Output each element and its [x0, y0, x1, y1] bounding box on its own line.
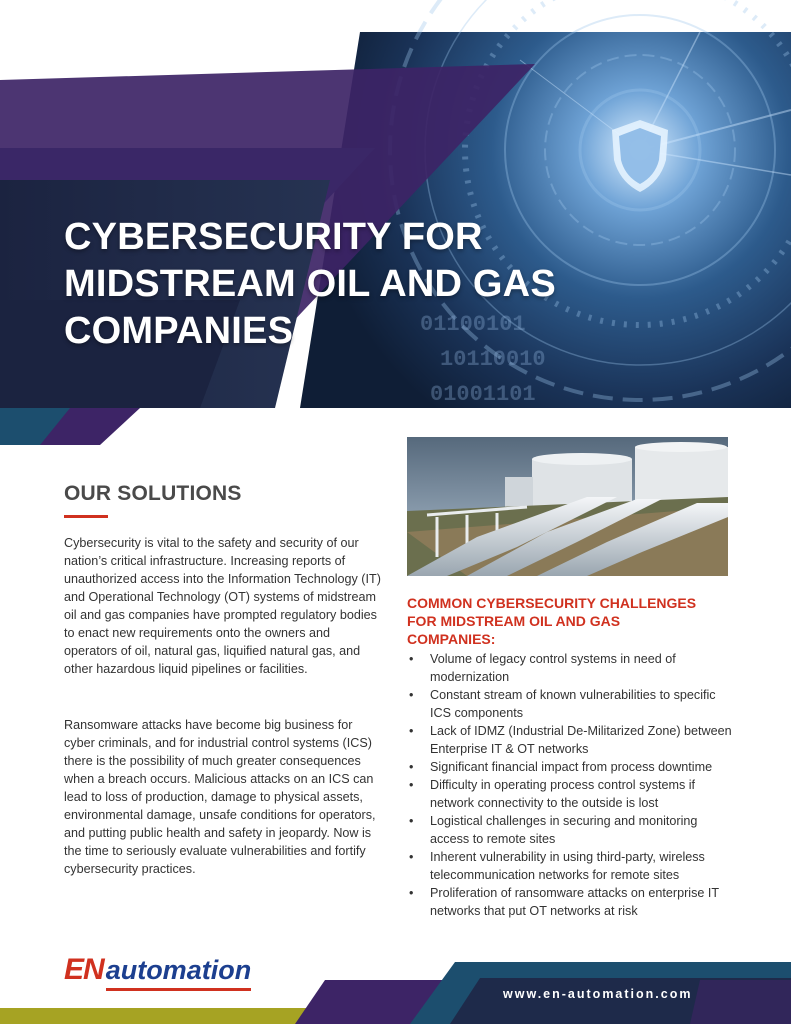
list-item: • Constant stream of known vulnerabilities to specific ICS components [407, 686, 737, 722]
challenges-heading-line-3: COMPANIES: [407, 631, 496, 647]
list-item: • Difficulty in operating process control systems if network connectivity to the outside is lost [407, 776, 737, 812]
website-link[interactable]: www.en-automation.com [503, 987, 693, 1001]
svg-text:10110010: 10110010 [440, 347, 546, 372]
heading-divider [64, 515, 108, 518]
solutions-paragraph-2: Ransomware attacks have become big business for cyber criminals, and for industrial control systems (ICS) there is the possibility of much greater consequences when a breach occurs. Malicious attacks on an ICS can lead to loss of production, damage to physical assets, environmental damage, unsafe conditions for operators, and putting public health and safety in jeopardy. Now is the time to seriously evaluate vulnerabilities and fortify cybersecurity practices. [64, 718, 376, 876]
challenges-heading-line-1: COMMON CYBERSECURITY CHALLENGES [407, 595, 697, 611]
title-line-1: CYBERSECURITY FOR [64, 216, 483, 258]
logo-automation: automation [106, 952, 252, 991]
solutions-paragraph-1: Cybersecurity is vital to the safety and security of our nation’s critical infrastructure. Increasing reports of unauthorized access into the Information Technology (IT) and Operational Technology (OT) systems of midstream oil and gas companies have prompted regulatory bodies to enact new requirements onto the owners and operators of oil, natural gas, liquified natural gas, and other hazardous liquid pipelines or facilities. [64, 536, 381, 676]
challenges-heading [407, 594, 737, 648]
page-title [64, 214, 664, 355]
list-item: • Lack of IDMZ (Industrial De-Militarized Zone) between Enterprise IT & OT networks [407, 722, 737, 758]
list-item: • Volume of legacy control systems in need of modernization [407, 650, 737, 686]
pipeline-photo [407, 437, 728, 576]
list-item: • Logistical challenges in securing and monitoring access to remote sites [407, 812, 737, 848]
svg-text:01001101: 01001101 [430, 382, 536, 407]
title-line-3: COMPANIES [64, 310, 294, 352]
challenges-heading-line-2: FOR MIDSTREAM OIL AND GAS [407, 613, 621, 629]
logo-en: EN [64, 953, 104, 986]
list-item: • Inherent vulnerability in using third-party, wireless telecommunication networks for remote sites [407, 848, 737, 884]
hero-banner [0, 0, 791, 445]
list-item: • Proliferation of ransomware attacks on enterprise IT networks that put OT networks at risk [407, 884, 737, 920]
list-item: • Significant financial impact from process downtime [407, 758, 737, 776]
solutions-heading: OUR SOLUTIONS [64, 482, 242, 505]
challenges-list [407, 650, 737, 920]
title-line-2: MIDSTREAM OIL AND GAS [64, 263, 556, 305]
svg-text:01100101: 01100101 [420, 312, 526, 337]
en-automation-logo[interactable] [64, 952, 251, 988]
